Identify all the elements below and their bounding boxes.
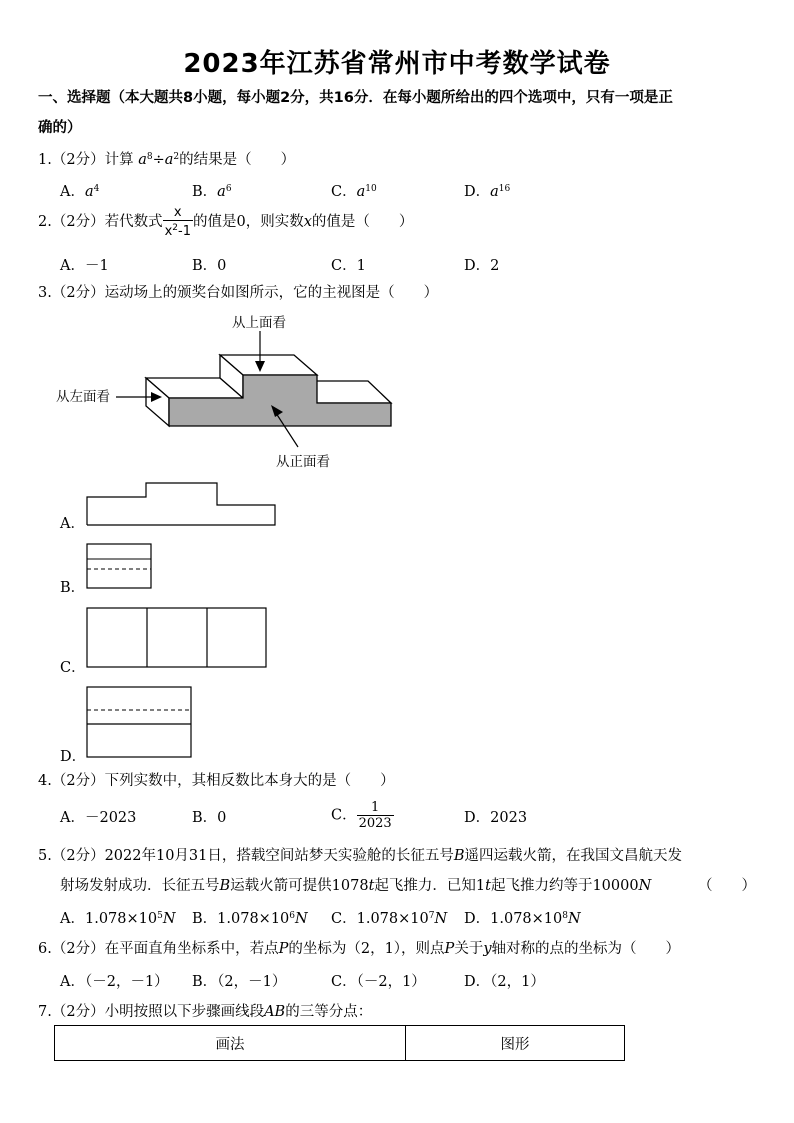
q5-score: （2分） [51, 848, 105, 864]
q3-option-c-figure[interactable] [86, 607, 269, 670]
option-label: A． [60, 810, 85, 826]
q7-var-ab: AB [264, 1004, 286, 1020]
option-label: B． [192, 974, 218, 990]
question-4 [38, 771, 395, 791]
option-label: A． [60, 974, 85, 990]
q3-text: 运动场上的颁奖台如图所示，它的主视图是（ ） [104, 285, 439, 301]
q5-option-a[interactable] [60, 907, 176, 928]
frac-numerator: 1 [357, 800, 394, 816]
q5-unit-t: t [485, 878, 491, 894]
option-exp: 6 [289, 911, 296, 921]
option-exp: 6 [225, 184, 232, 194]
q1-text-post: 的结果是（ ） [179, 152, 296, 168]
q2-text-pre: 若代数式 [104, 214, 163, 230]
q2-var-x: x [303, 214, 312, 230]
q5-option-d[interactable] [464, 907, 581, 928]
q6-option-a[interactable] [60, 970, 169, 991]
option-value: －2023 [84, 810, 137, 826]
option-var: a [490, 184, 499, 200]
option-exp: 10 [365, 184, 377, 194]
option-label: B． [192, 258, 218, 274]
q7-text: 的三等分点： [285, 1004, 373, 1020]
q7-steps-table [54, 1025, 625, 1061]
option-label: B． [192, 810, 218, 826]
table-header-row [55, 1026, 625, 1061]
option-label: B． [192, 184, 218, 200]
q6-text: 轴对称的点的坐标为（ ） [491, 941, 681, 957]
option-exp: 8 [562, 911, 568, 921]
option-exp: 4 [93, 184, 100, 194]
q3-score: （2分） [51, 285, 105, 301]
option-value: 0 [217, 258, 227, 274]
option-unit: N [434, 911, 448, 927]
q3-option-a-figure[interactable] [86, 482, 278, 528]
question-7 [38, 1002, 372, 1022]
q6-option-d[interactable] [464, 970, 545, 991]
q5-text: 起飞推力约等于10000 [490, 878, 639, 894]
option-label: D． [464, 911, 491, 927]
q4-number: 4. [38, 773, 52, 789]
option-exp: 16 [498, 184, 511, 194]
q5-var-b: B [219, 878, 231, 894]
q4-option-d[interactable] [464, 806, 527, 827]
section-heading-line1: 一、选择题（本大题共8小题，每小题2分，共16分．在每小题所给出的四个选项中，只有一项是正 [38, 90, 673, 106]
option-var: a [217, 184, 226, 200]
q3-option-d-label[interactable]: D． [60, 749, 87, 765]
q3-option-a-label[interactable]: A． [60, 516, 85, 532]
option-value: （－2，1） [356, 974, 426, 990]
option-label: C． [331, 911, 357, 927]
option-value: 1 [356, 258, 366, 274]
q4-score: （2分） [51, 773, 105, 789]
option-label: A． [60, 911, 85, 927]
option-label: A． [60, 184, 85, 200]
option-base: 1.078×10 [217, 911, 290, 927]
q5-text: 遥四运载火箭，在我国文昌航天发 [464, 848, 683, 864]
q1-exp-2: 2 [173, 152, 180, 162]
option-value: （2，1） [490, 974, 545, 990]
q6-text: 的坐标为（2，1），则点 [288, 941, 445, 957]
q3-option-b-label[interactable]: B． [60, 580, 86, 596]
option-unit: N [568, 911, 581, 927]
option-label: C． [331, 184, 357, 200]
q5-option-b[interactable] [192, 907, 308, 928]
option-unit: N [162, 911, 176, 927]
option-label: C． [331, 807, 357, 824]
q1-var-a2: a [164, 152, 174, 168]
q5-text: 射场发射成功．长征五号 [60, 878, 220, 894]
q6-score: （2分） [51, 941, 105, 957]
option-base: 1.078×10 [490, 911, 563, 927]
question-5-line2 [60, 876, 651, 896]
option-label: C． [331, 974, 357, 990]
q7-text: 小明按照以下步骤画线段 [104, 1004, 265, 1020]
option-base: 1.078×10 [84, 911, 158, 927]
option-value: 0 [217, 810, 227, 826]
q6-option-c[interactable] [331, 970, 426, 991]
option-var: a [84, 184, 94, 200]
option-base: 1.078×10 [356, 911, 429, 927]
q7-score: （2分） [51, 1004, 105, 1020]
q5-text: 2022年10月31日，搭载空间站梦天实验舱的长征五号 [104, 848, 454, 864]
option-label: A． [60, 258, 85, 274]
page-title: 2023年江苏省常州市中考数学试卷 [183, 49, 611, 79]
q3-option-b-figure[interactable] [86, 543, 154, 590]
podium-figure [0, 0, 794, 480]
q4-option-c[interactable] [331, 800, 394, 831]
q4-option-b[interactable] [192, 806, 226, 827]
q2-text-post: 的值是（ ） [311, 214, 414, 230]
option-exp: 5 [157, 911, 163, 921]
q2-den-x: x [164, 224, 173, 239]
q5-option-c[interactable] [331, 907, 447, 928]
q2-score: （2分） [51, 214, 105, 230]
option-label: D． [464, 810, 491, 826]
q2-den-rest: -1 [178, 224, 191, 239]
option-label: C． [331, 258, 357, 274]
q5-answer-bracket: （ ） [698, 878, 756, 894]
option-value: －1 [84, 258, 109, 274]
q5-number: 5. [38, 848, 52, 864]
q3-option-d-figure[interactable] [86, 686, 194, 760]
table-header-method: 画法 [55, 1026, 406, 1061]
option-label: B． [192, 911, 218, 927]
q3-number: 3. [38, 285, 52, 301]
q2-number: 2. [38, 214, 52, 230]
option-label: D． [464, 184, 491, 200]
q5-unit-t: t [368, 878, 375, 894]
question-5-line1 [38, 846, 682, 866]
q6-var-p: P [278, 941, 289, 957]
q6-number: 6. [38, 941, 52, 957]
option-value: （－2，－1） [84, 974, 169, 990]
q6-var-p: P [444, 941, 455, 957]
option-label: D． [464, 974, 491, 990]
q1-score: （2分） [51, 152, 105, 168]
section-heading-line2: 确的） [38, 120, 82, 136]
option-value: 2023 [490, 810, 528, 826]
q2-den-exp: 2 [172, 223, 179, 233]
q6-var-y: y [483, 941, 492, 957]
q5-text: 运载火箭可提供1078 [230, 878, 369, 894]
option-value: （2，－1） [217, 974, 287, 990]
option-var: a [356, 184, 366, 200]
table-header-figure: 图形 [406, 1026, 625, 1061]
q1-var-a: a [138, 152, 147, 168]
frac-denominator: 2023 [358, 816, 392, 831]
q3-option-c-label[interactable]: C． [60, 660, 86, 676]
option-unit: N [295, 911, 308, 927]
q4-text: 下列实数中，其相反数比本身大的是（ ） [104, 773, 395, 789]
q1-text-pre: 计算 [104, 152, 134, 168]
label-view-front: 从正面看 [276, 454, 330, 470]
q5-var-b: B [453, 848, 465, 864]
q7-number: 7. [38, 1004, 52, 1020]
q2-frac-numerator: x [163, 205, 193, 221]
q6-text: 关于 [454, 941, 484, 957]
label-view-top: 从上面看 [232, 315, 286, 331]
q1-number: 1. [38, 152, 52, 168]
q5-text: 起飞推力．已知1 [374, 878, 486, 894]
q5-unit-n: N [638, 878, 652, 894]
q1-divide-sign: ÷ [152, 152, 165, 168]
question-6 [38, 939, 680, 959]
q4-option-a[interactable] [60, 806, 136, 827]
option-label: D． [464, 258, 491, 274]
q2-text-mid: 的值是0，则实数 [192, 214, 304, 230]
label-view-left: 从左面看 [56, 389, 110, 405]
q1-exp-8: 8 [146, 152, 153, 162]
q6-text: 在平面直角坐标系中，若点 [104, 941, 279, 957]
q4-c-fraction [357, 800, 394, 831]
option-exp: 7 [428, 911, 435, 921]
option-value: 2 [490, 258, 500, 274]
q6-option-b[interactable] [192, 970, 286, 991]
